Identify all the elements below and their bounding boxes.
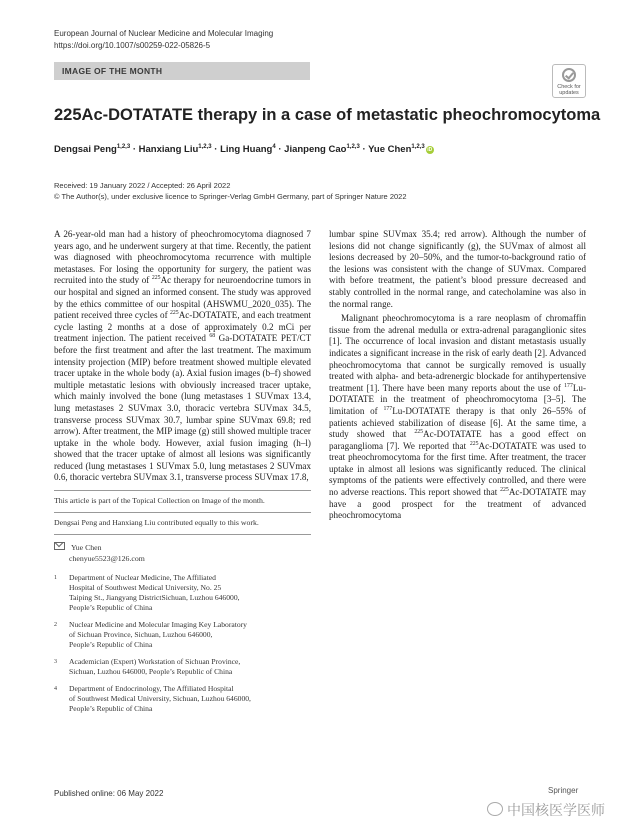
received-accepted: Received: 19 January 2022 / Accepted: 26 April 2022 xyxy=(54,181,231,190)
body-column-right xyxy=(329,229,586,522)
affiliation-line: People’s Republic of China xyxy=(69,640,153,649)
collection-note: This article is part of the Topical Collection on Image of the month. xyxy=(54,496,265,505)
doi-link[interactable]: https://doi.org/10.1007/s00259-022-05826-5 xyxy=(54,41,211,50)
mail-icon xyxy=(54,542,65,550)
isotope-superscript: 225 xyxy=(414,429,424,436)
author-name: Hanxiang Liu xyxy=(138,144,199,156)
author-affiliation: 1,2,3 xyxy=(116,144,131,150)
journal-header xyxy=(54,28,273,52)
affiliation-line: Department of Nuclear Medicine, The Affiliated xyxy=(69,573,216,582)
orcid-icon[interactable]: iD xyxy=(427,147,433,154)
check-label-1: Check for xyxy=(557,84,581,90)
copyright: © The Author(s), under exclusive licence to Springer-Verlag GmbH Germany, part of Springer Nature 2022 xyxy=(54,192,407,201)
author-affiliation: 1,2,3 xyxy=(411,144,425,150)
affiliation-line: Department of Endocrinology, The Affiliated Hospital xyxy=(69,684,234,693)
affiliation-number: 1 xyxy=(54,575,57,581)
body-paragraph-continued: lumbar spine SUVmax 35.4; red arrow). Although the number of lesions did not change significantly (g), the SUVmax of almost all lesions decreased by 20–50%, and the tumor-to-background ratio of the lesions was consistent with the change of SUVmax. Compared with before treatment, the patient’s blood pressure decreased and stably controlled in the normal range, and catecholamine was also in the normal range. xyxy=(329,229,587,309)
affiliation xyxy=(54,573,314,613)
isotope-superscript: 225 xyxy=(469,440,479,447)
body-paragraph: Malignant pheochromocytoma is a rare neoplasm of chromaffin tissue from the adrenal medulla or extra-adrenal paraganglionic sites [1]. The occurrence of local invasion and distant metastasis usually indicates a significant increase in the risk of early death [2]. Advanced pheochromocytoma that cannot be surgically removed is usually treated with alpha- and beta-adrenergic blockade for antihypertensive treatment [1]. There have been many reports about the use of $^{177}$Lu-DOTATATE in the treatment of pheochromocytoma [3–5]. The limitation of $^{177}$Lu-DOTATATE therapy is that only 26–55% of patients achieved stabilization of disease [6]. At the same time, a study showed that $^{225}$Ac-DOTATATE has a good effect on paraganglioma [7]. We reported that $^{225}$Ac-DOTATATE was used to treat pheochromocytoma for the first time. After treatment, the tracer uptake in almost all lesions was significantly reduced. The clinical symptoms of the patients were effectively controlled, and there were no adverse reactions. This report showed that $^{225}$Ac-DOTATATE may have a good prospect for the treatment of advanced pheochromocytoma xyxy=(329,313,587,521)
body-paragraph: A 26-year-old man had a history of pheochromocytoma diagnosed 7 years ago, and he underwent surgery at that time. Recently, the patient was diagnosed with pheochromocytoma recurrence with multiple metastases. For losing the opportunity for surgery, the patient was recruited into the study of $^{225}$Ac therapy for neuroendocrine tumors in our hospital and signed an informed consent. The study was approved by the ethics committee of our hospital (AHSWMU_2020_035). The patient received three cycles of $^{225}$Ac-DOTATATE, and each treatment cycle lasting 2 months at a dose of approximately 0.2 mCi per treatment injection. The patient received $^{68}$ Ga-DOTATATE PET/CT before the first treatment and after the last treatment. The maximum intensity projection (MIP) before treatment showed multiple elevated tracer uptake in the whole body (a). Axial fusion images (b–f) showed multiple metastatic lesions with obviously increased tracer uptake, which mainly involved the bone (lung metastases 1 SUVmax 13.4, lung metastases 2 SUVmax 3.0, thoracic vertebra SUVmax 34.5, transverse process SUVmax 30.7, lumbar spine SUVmax 69.8; red arrow). After treatment, the MIP image (g) still showed multiple tracer uptake in the whole body. However, axial fusion imaging (h–l) showed that the tracer uptake of almost all lesions was significantly reduced (lung metastases 1 SUVmax 5.0, lung metastases 2 SUVmax 0.6, thoracic vertebra SUVmax 3.1, transverse process SUVmax 17.8, xyxy=(54,229,312,483)
isotope-superscript: 225 xyxy=(151,275,161,282)
article-dates xyxy=(54,180,407,202)
publisher-logo: Springer xyxy=(548,786,579,795)
affiliation-line: of Sichuan Province, Sichuan, Luzhou 646000, xyxy=(69,630,213,639)
check-for-updates-button[interactable] xyxy=(552,64,586,98)
check-icon xyxy=(562,68,576,82)
author-name: Jianpeng Cao xyxy=(284,144,347,156)
divider xyxy=(54,512,311,513)
article-title: 225Ac-DOTATATE therapy in a case of metastatic pheochromocytoma xyxy=(54,106,601,124)
equal-contribution-note: Dengsai Peng and Hanxiang Liu contributed equally to this work. xyxy=(54,518,259,527)
divider xyxy=(54,534,311,535)
affiliation-line: Hospital of Southwest Medical University, No. 25 xyxy=(69,583,222,592)
divider xyxy=(54,490,311,491)
affiliation-line: People’s Republic of China xyxy=(69,603,153,612)
affiliation-line: Academician (Expert) Workstation of Sichuan Province, xyxy=(69,657,241,666)
section-banner: IMAGE OF THE MONTH xyxy=(54,62,310,80)
watermark-text: 中国核医学医师 xyxy=(507,803,605,819)
body-column-left xyxy=(54,229,311,484)
journal-name: European Journal of Nuclear Medicine and Molecular Imaging xyxy=(54,29,274,38)
author-name: Ling Huang xyxy=(220,144,273,156)
wechat-icon xyxy=(487,802,503,816)
affiliation xyxy=(54,620,314,650)
author-name: Yue Chen xyxy=(368,144,412,156)
author-affiliation: 1,2,3 xyxy=(346,144,360,150)
affiliation-line: People’s Republic of China xyxy=(69,704,153,713)
corresponding-author: Yue Chen xyxy=(71,543,102,552)
isotope-superscript: 177 xyxy=(383,405,393,412)
affiliation-number: 2 xyxy=(54,622,57,628)
affiliation-line: Taiping St., Jiangyang DistrictSichuan, Luzhou 646000, xyxy=(69,593,240,602)
author-affiliation: 4 xyxy=(272,144,276,150)
author-affiliation: 1,2,3 xyxy=(198,144,212,150)
corresponding-email[interactable]: chenyue5523@126.com xyxy=(69,553,145,563)
isotope-superscript: 225 xyxy=(170,310,179,317)
isotope-superscript: 177 xyxy=(564,382,573,389)
affiliation-number: 4 xyxy=(54,686,57,692)
affiliation-line: Sichuan, Luzhou 646000, People’s Republic of China xyxy=(69,667,233,676)
correspondence xyxy=(54,542,145,564)
affiliation-number: 3 xyxy=(54,659,57,665)
isotope-superscript: 68 xyxy=(209,333,216,340)
published-date: Published online: 06 May 2022 xyxy=(54,789,164,798)
check-label-2: updates xyxy=(559,90,579,96)
author-name: Dengsai Peng xyxy=(54,144,117,156)
watermark xyxy=(487,800,605,820)
affiliation xyxy=(54,657,314,677)
affiliation-line: of Southwest Medical University, Sichuan, Luzhou 646000, xyxy=(69,694,251,703)
author-list: Dengsai Peng$^{1,2,3}$ · Hanxiang Liu$^{1,2,3}$ · Ling Huang$^4$ · Jianpeng Cao$^{1,2,3}$ · Yue Chen$^{1,2,3}$iD xyxy=(54,144,433,156)
affiliation xyxy=(54,684,314,714)
isotope-superscript: 225 xyxy=(500,487,509,494)
affiliation-line: Nuclear Medicine and Molecular Imaging Key Laboratory xyxy=(69,620,247,629)
